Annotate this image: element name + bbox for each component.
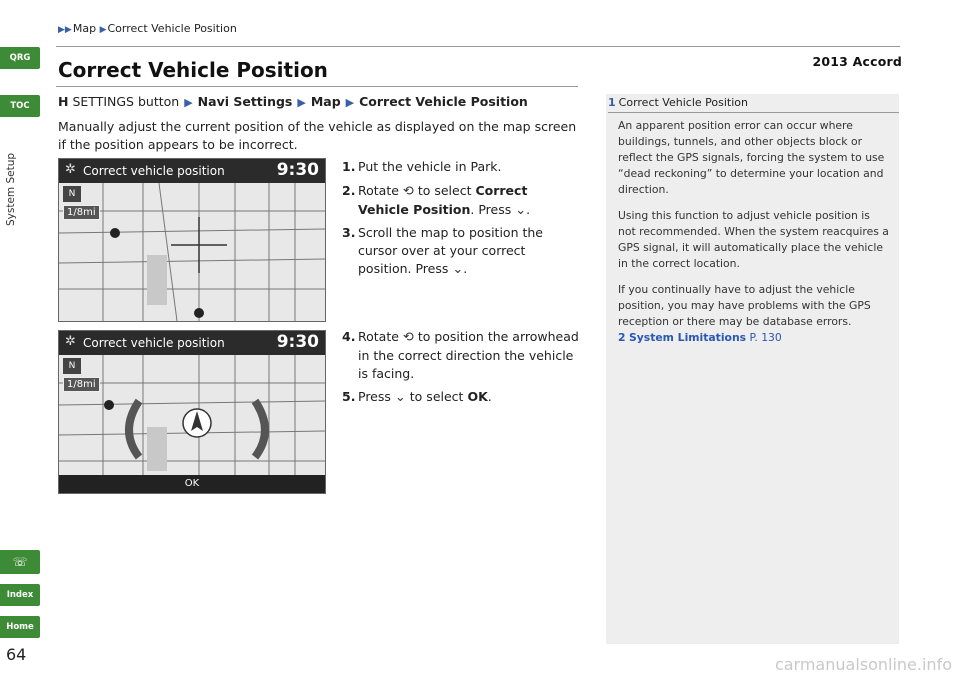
model-label: 2013 Accord xyxy=(812,54,902,69)
enter-icon: ⌄ xyxy=(452,262,464,277)
tab-qrg[interactable]: QRG xyxy=(0,47,40,69)
step-4 xyxy=(342,328,582,383)
step-text: Press xyxy=(358,389,391,404)
tab-home[interactable]: Home xyxy=(0,616,40,638)
step-option: OK xyxy=(467,389,488,404)
screen-time: 9:30 xyxy=(276,332,319,352)
step-text: Scroll the map to position the cursor over at your correct position. Press xyxy=(358,225,543,276)
interface-dial-icon: ⟲ xyxy=(402,184,414,199)
voice-icon[interactable]: ☏ xyxy=(0,550,40,574)
step-text: Rotate xyxy=(358,329,399,344)
tab-index[interactable]: Index xyxy=(0,584,40,606)
step-option: Correct Vehicle Position xyxy=(358,183,528,217)
step-3 xyxy=(342,224,582,279)
note-paragraph: If you continually have to adjust the vehicle position, you may have problems with the GPS reception or there may be database errors. xyxy=(618,283,871,328)
ok-label: OK xyxy=(184,478,200,489)
step-text: to select xyxy=(417,183,472,198)
note-paragraph: Using this function to adjust vehicle position is not recommended. When the system reacquires a GPS signal, it will automatically place the vehicle in the correct location. xyxy=(618,209,889,270)
step-text: . xyxy=(463,261,468,276)
step-text: . Press xyxy=(470,202,512,217)
step-number: 2. xyxy=(342,183,356,198)
note-heading xyxy=(608,96,748,109)
arrow-icon: ▶ xyxy=(345,96,355,109)
home-icon: H xyxy=(58,94,69,109)
breadcrumb-map-link[interactable]: Map xyxy=(72,22,97,35)
divider xyxy=(56,46,900,47)
tab-toc[interactable]: TOC xyxy=(0,95,40,117)
enter-icon: ⌄ xyxy=(515,203,527,218)
menu-path xyxy=(58,94,528,109)
step-number: 5. xyxy=(342,389,356,404)
map-scale: 1/8mi xyxy=(63,205,100,220)
link-arrow-icon: 2 xyxy=(618,331,626,344)
gear-icon: ✲ xyxy=(65,162,76,177)
breadcrumb-arrow-icon: ▶▶ xyxy=(58,25,72,35)
screen-image-2 xyxy=(58,330,326,494)
path-map: Map xyxy=(310,94,341,109)
interface-dial-icon: ⟲ xyxy=(402,330,414,345)
step-text: to select xyxy=(409,389,464,404)
step-5 xyxy=(342,388,582,407)
screen-title-bar xyxy=(59,331,325,355)
page-title: Correct Vehicle Position xyxy=(58,58,328,82)
enter-icon: ⌄ xyxy=(394,390,406,405)
screen-title: Correct vehicle position xyxy=(83,336,225,350)
breadcrumb-arrow-icon: ▶ xyxy=(99,25,107,35)
screen-time: 9:30 xyxy=(276,160,319,180)
cross-reference-link[interactable]: System Limitations xyxy=(628,331,747,344)
cross-reference[interactable] xyxy=(618,330,890,346)
arrow-icon: ▶ xyxy=(184,96,193,109)
note-icon: 1 xyxy=(608,96,616,109)
intro-text: Manually adjust the current position of the vehicle as displayed on the map screen if the position appears to be incorrect. xyxy=(58,119,577,152)
step-text: . xyxy=(526,202,531,217)
map-graphic xyxy=(59,331,325,493)
breadcrumb xyxy=(58,22,237,35)
breadcrumb-current: Correct Vehicle Position xyxy=(107,22,237,35)
step-number: 3. xyxy=(342,225,356,240)
step-number: 1. xyxy=(342,159,356,174)
screen-title-bar xyxy=(59,159,325,183)
step-text: to position the arrowhead in the correct direction the vehicle is facing. xyxy=(358,329,579,381)
ok-button[interactable] xyxy=(59,475,325,493)
step-text: . xyxy=(487,389,492,404)
note-heading-text: Correct Vehicle Position xyxy=(618,96,748,109)
north-icon: N xyxy=(63,358,81,374)
arrow-icon: ▶ xyxy=(297,96,306,109)
step-text: Rotate xyxy=(358,183,399,198)
cross-reference-page[interactable]: P. 130 xyxy=(749,331,782,344)
north-icon: N xyxy=(63,186,81,202)
map-scale: 1/8mi xyxy=(63,377,100,392)
gear-icon: ✲ xyxy=(65,334,76,349)
step-text: Put the vehicle in Park. xyxy=(358,159,502,174)
step-1 xyxy=(342,158,582,176)
step-2 xyxy=(342,182,582,220)
divider xyxy=(608,112,899,113)
step-number: 4. xyxy=(342,329,356,344)
path-navi-settings: Navi Settings xyxy=(197,94,293,109)
watermark: carmanualsonline.info xyxy=(774,655,952,674)
page-number: 64 xyxy=(6,645,27,664)
divider xyxy=(56,86,578,87)
path-correct-vehicle-position: Correct Vehicle Position xyxy=(359,94,528,109)
note-body xyxy=(618,118,890,346)
path-start: SETTINGS button xyxy=(72,94,180,109)
screen-title: Correct vehicle position xyxy=(83,164,225,178)
section-label: System Setup xyxy=(5,152,17,226)
screen-image-1 xyxy=(58,158,326,322)
note-paragraph: An apparent position error can occur where buildings, tunnels, and other objects block or reflect the GPS signals, forcing the system to use “dead reckoning” to determine your location and direction. xyxy=(618,119,885,196)
map-graphic xyxy=(59,159,325,321)
